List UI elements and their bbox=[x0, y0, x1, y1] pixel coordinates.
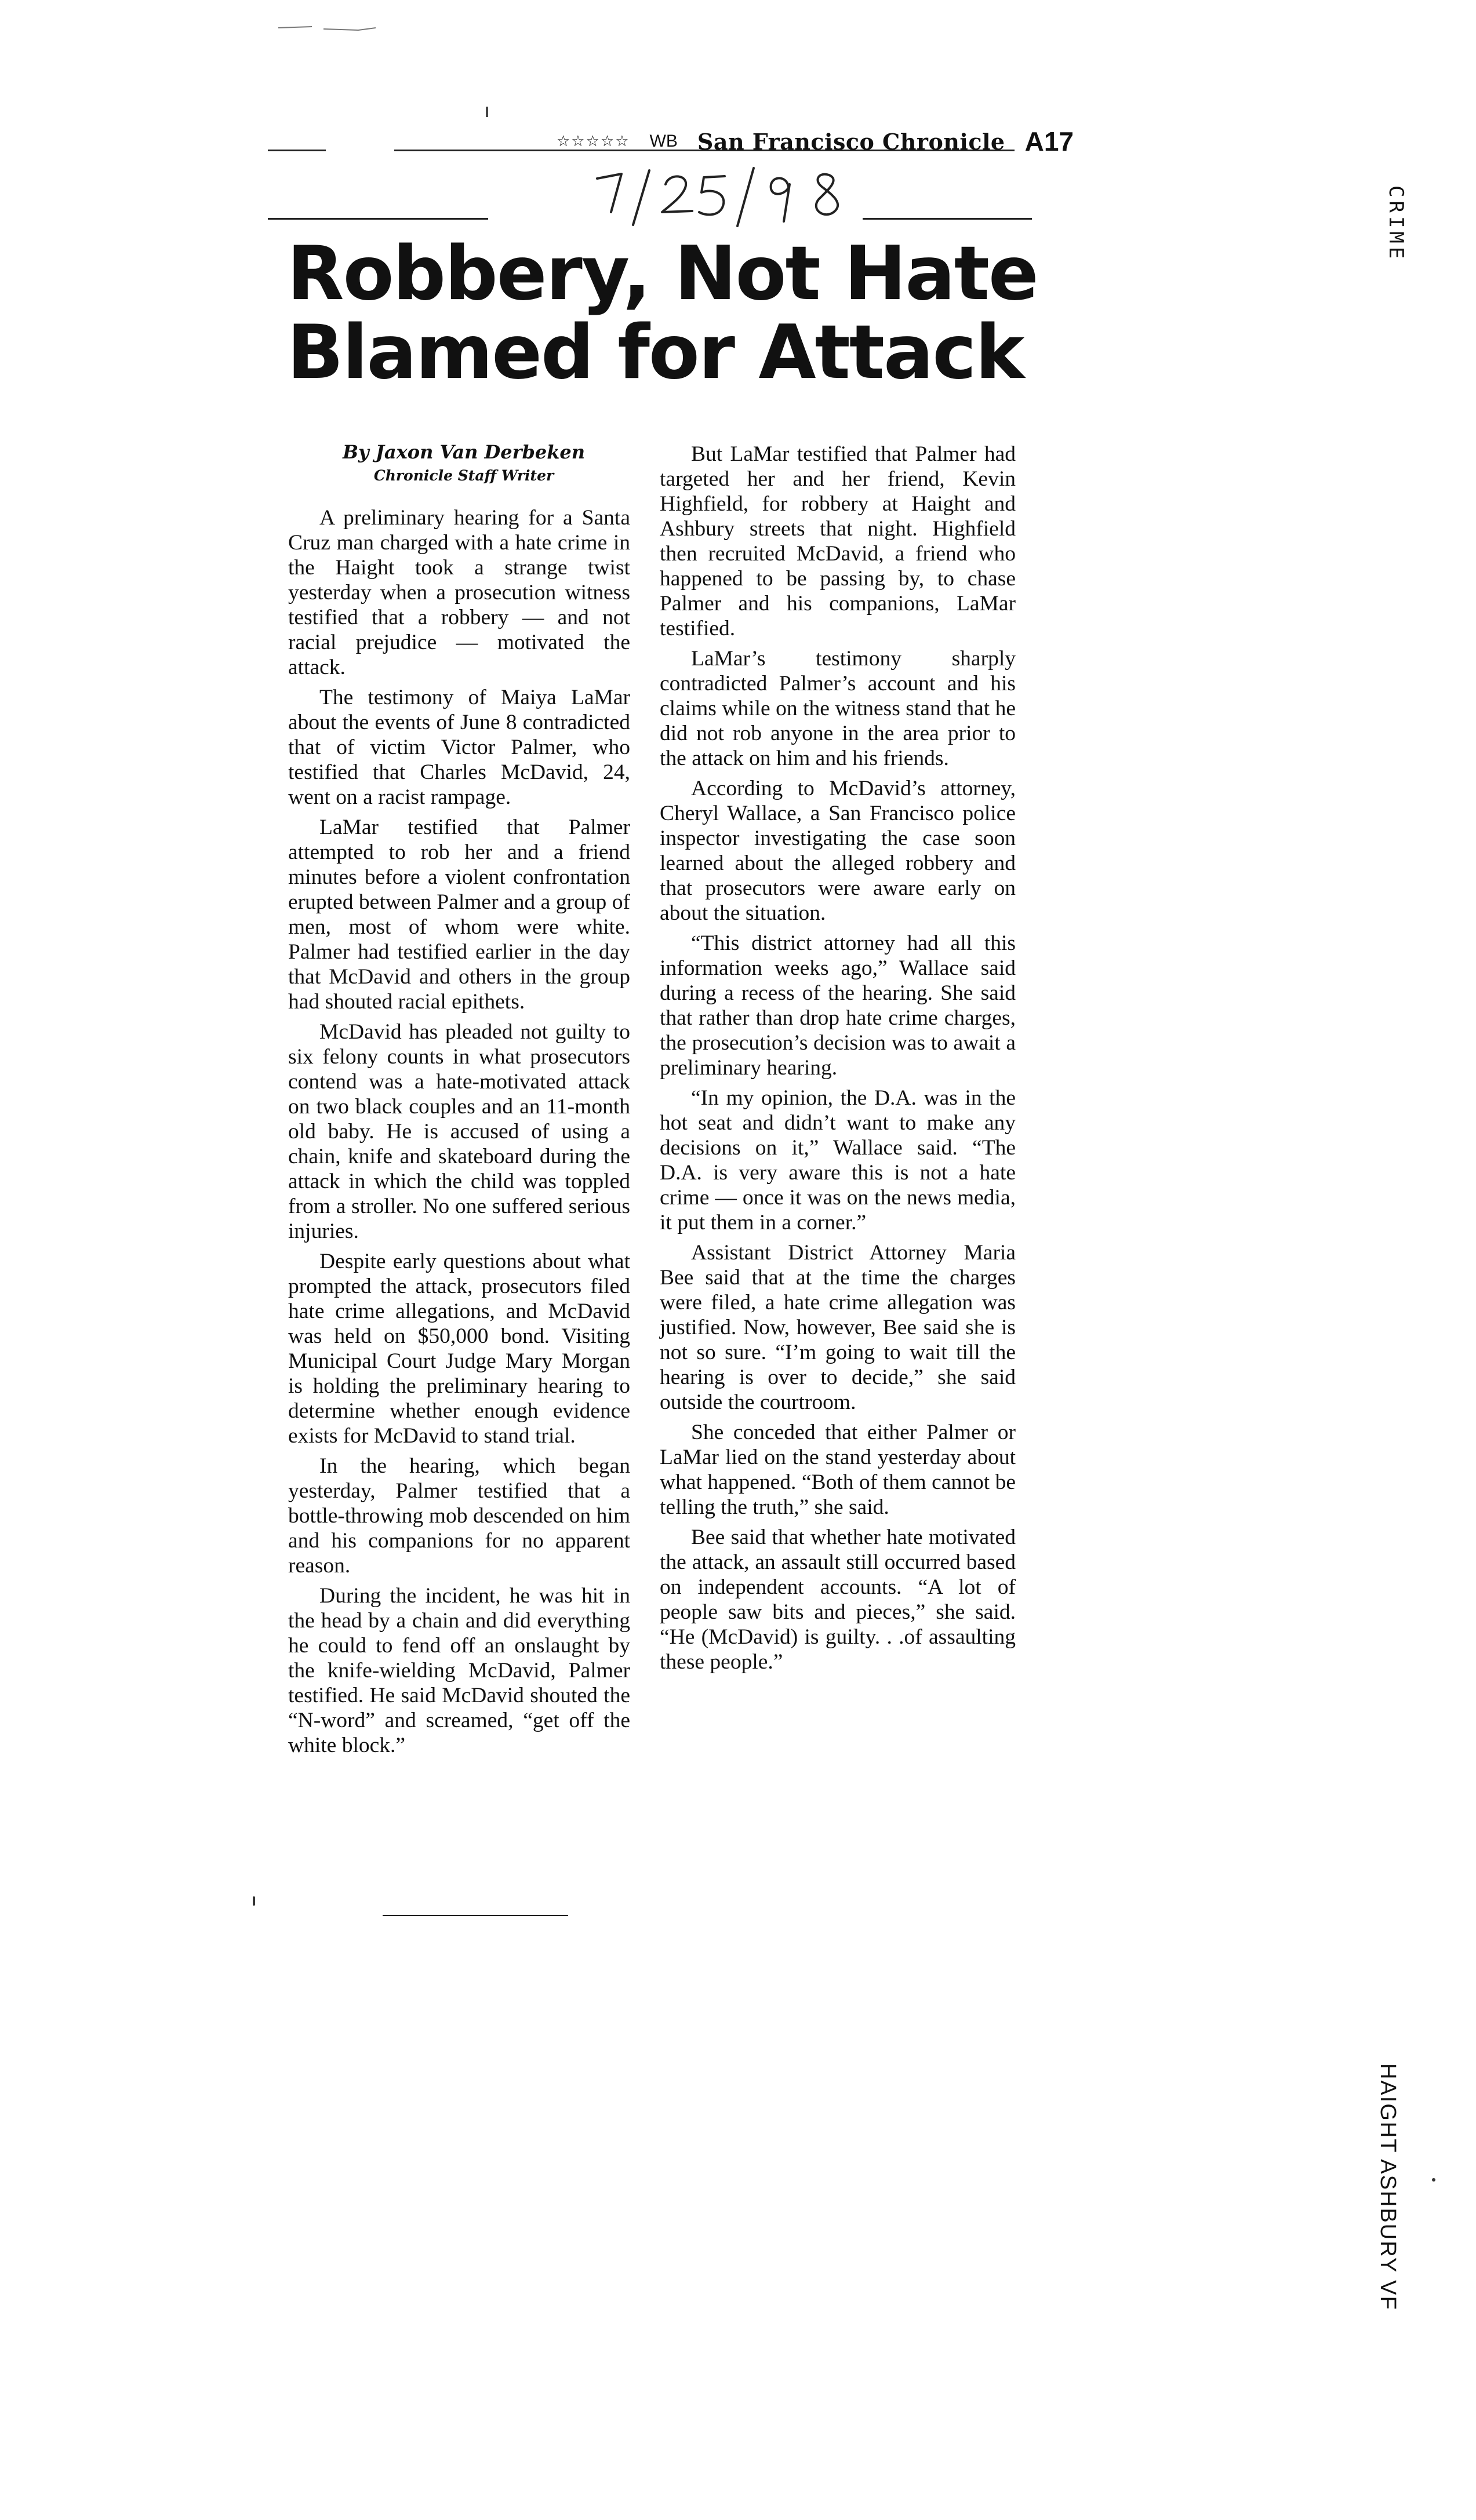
paragraph: LaMar’s testimony sharply contradicted Palmer’s account and his claims while on the witness stand that he did not rob anyone in the area prior to the attack on him and his friends. bbox=[660, 647, 1016, 770]
paragraph: McDavid has pleaded not guilty to six felony counts in what prosecutors contend was a hate-motivated attack on two black couples and an 11-month old baby. He is accused of using a chain, knife and skateboard during the attack in which the child was toppled from a stroller. No one suffered serious injuries. bbox=[288, 1020, 630, 1243]
masthead-rule-left bbox=[268, 150, 326, 151]
edition-code: WB bbox=[649, 132, 678, 151]
byline-role: Chronicle Staff Writer bbox=[373, 467, 554, 484]
date-rule-left bbox=[268, 218, 488, 220]
date-rule-right bbox=[863, 218, 1032, 220]
page-number: A17 bbox=[1024, 126, 1074, 156]
paragraph: A preliminary hearing for a Santa Cruz man charged with a hate crime in the Haight took a strange twist yesterday when a prosecution witness testified that a robbery — and not racial prejudice — motivated the attack. bbox=[288, 506, 630, 679]
paragraph: The testimony of Maiya LaMar about the events of June 8 contradicted that of victim Victor Palmer, who testified that Charles McDavid, 24, went on a racist rampage. bbox=[288, 686, 630, 809]
paragraph: LaMar testified that Palmer attempted to rob her and a friend minutes before a violent confrontation erupted between Palmer and a group of men, most of whom were white. Palmer had testified earlier in the day that McDavid and others in the group had shouted racial epithets. bbox=[288, 815, 630, 1014]
archive-label-haight-ashbury: HAIGHT ASHBURY VF bbox=[1376, 2063, 1400, 2311]
paragraph: But LaMar testified that Palmer had targeted her and her friend, Kevin Highfield, for robbery at Haight and Ashbury streets that night. Highfield then recruited McDavid, a friend who happened to be passing by, to chase Palmer and his companions, LaMar testified. bbox=[660, 442, 1016, 640]
paragraph: She conceded that either Palmer or LaMar lied on the stand yesterday about what happened. “Both of them cannot be telling the truth,” she said. bbox=[660, 1421, 1016, 1519]
article-end-rule bbox=[383, 1915, 568, 1916]
paragraph: Despite early questions about what prompted the attack, prosecutors filed hate crime allegations, and McDavid was held on $50,000 bond. Visiting Municipal Court Judge Mary Morgan is holding the preliminary hearing to determine whether enough evidence exists for McDavid to stand trial. bbox=[288, 1250, 630, 1448]
masthead bbox=[557, 124, 1074, 159]
headline-line-1: Robbery, Not Hate bbox=[287, 231, 1038, 317]
scan-mark bbox=[253, 1896, 255, 1906]
paragraph: Bee said that whether hate motivated the attack, an assault still occurred based on independent accounts. “A lot of people saw bits and pieces,” she said. “He (McDavid) is guilty. . .of assaulting these people.” bbox=[660, 1525, 1016, 1674]
paragraph: Assistant District Attorney Maria Bee said that at the time the charges were filed, a hate crime allegation was justified. Now, however, Bee said she is not so sure. “I’m going to wait till the hearing is over to decide,” she said outside the courtroom. bbox=[660, 1241, 1016, 1414]
scan-mark bbox=[1432, 2178, 1435, 2182]
headline-line-2: Blamed for Attack bbox=[287, 309, 1024, 396]
paragraph: “This district attorney had all this information weeks ago,” Wallace said during a recess of the hearing. She said that rather than drop hate crime charges, the prosecution’s decision was to await a preliminary hearing. bbox=[660, 931, 1016, 1080]
paragraph: During the incident, he was hit in the head by a chain and did everything he could to fend off an onslaught by the knife-wielding McDavid, Palmer testified. He said McDavid shouted the “N-word” and screamed, “get off the white block.” bbox=[288, 1584, 630, 1757]
article-column-1 bbox=[288, 505, 630, 1763]
newspaper-name: San Francisco Chronicle bbox=[697, 128, 1005, 155]
archive-label-crime: CRIME bbox=[1384, 185, 1408, 263]
scan-mark bbox=[486, 107, 488, 117]
byline-author: By Jaxon Van Derbeken bbox=[342, 441, 585, 463]
paragraph: In the hearing, which began yesterday, Palmer testified that a bottle-throwing mob descended on him and his companions for no apparent reason. bbox=[288, 1454, 630, 1578]
paragraph: “In my opinion, the D.A. was in the hot seat and didn’t want to make any decisions on it,” Wallace said. “The D.A. is very aware this is not a hate crime — once it was on the news media, it put them in a corner.” bbox=[660, 1086, 1016, 1234]
handwritten-date bbox=[586, 156, 864, 238]
edition-stars: ☆☆☆☆☆ bbox=[557, 133, 630, 150]
scan-mark bbox=[277, 23, 393, 35]
byline bbox=[284, 439, 644, 487]
paragraph: According to McDavid’s attorney, Cheryl Wallace, a San Francisco police inspector investigating the case soon learned about the alleged robbery and that prosecutors were aware early on about the situation. bbox=[660, 777, 1016, 925]
article-column-2 bbox=[660, 442, 1016, 1680]
headline bbox=[287, 231, 1041, 396]
